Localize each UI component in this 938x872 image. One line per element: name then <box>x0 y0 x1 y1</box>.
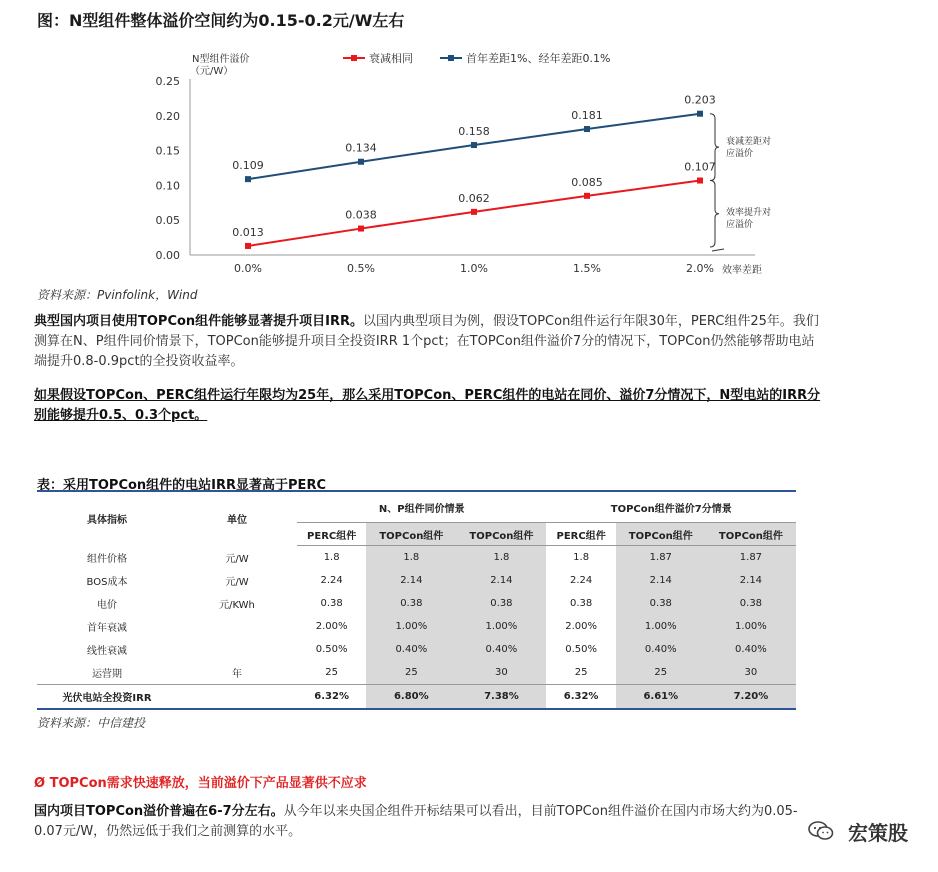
cell: 2.00% <box>315 621 348 632</box>
subheader: TOPCon组件 <box>706 523 796 546</box>
subheader: PERC组件 <box>546 523 615 546</box>
cell: 1.8 <box>573 552 590 563</box>
cell: 1.8 <box>323 552 340 563</box>
x-tick-label: 1.5% <box>573 262 601 275</box>
cell: 1.00% <box>366 615 456 638</box>
row-name: BOS成本 <box>86 577 128 588</box>
data-point <box>697 111 703 117</box>
cell: 1.00% <box>706 615 796 638</box>
legend-marker <box>351 55 357 61</box>
watermark-text: 宏策股 <box>848 821 908 845</box>
cell: 6.61% <box>616 685 706 710</box>
header-group-same-price: N、P组件同价情景 <box>297 491 546 523</box>
cell: 0.38 <box>366 592 456 615</box>
cell: 0.38 <box>569 598 593 609</box>
chart-source: 资料来源：Pvinfolink，Wind <box>37 288 198 302</box>
x-tick-label: 1.0% <box>460 262 488 275</box>
data-point <box>245 176 251 182</box>
y-tick-label: 0.10 <box>155 179 180 193</box>
row-unit <box>177 685 297 710</box>
data-label: 0.203 <box>684 93 716 107</box>
row-unit: 元/W <box>225 553 249 565</box>
cell: 6.32% <box>546 685 615 710</box>
cell: 2.00% <box>565 621 597 632</box>
subheader: TOPCon组件 <box>366 523 456 546</box>
cell: 1.00% <box>616 615 706 638</box>
data-label: 0.062 <box>458 191 490 205</box>
cell: 30 <box>706 661 796 685</box>
y-tick-label: 0.00 <box>155 249 180 262</box>
row-unit: 元/KWh <box>219 600 255 611</box>
cell: 0.38 <box>616 592 706 615</box>
bracket-tick <box>712 249 724 251</box>
annotation-label: 应溢价 <box>726 219 754 230</box>
cell: 1.87 <box>706 546 796 570</box>
cell: 2.14 <box>456 569 546 592</box>
cell: 2.24 <box>320 575 343 586</box>
y-tick-label: 0.20 <box>155 109 180 123</box>
table-row <box>37 615 796 638</box>
paragraph-premium <box>34 802 814 842</box>
cell: 1.8 <box>366 546 456 570</box>
cell: 2.14 <box>706 569 796 592</box>
row-unit <box>177 638 297 661</box>
xlabel: 效率差距 <box>722 265 762 276</box>
annotation-label: 效率提升对 <box>726 207 772 218</box>
table-row <box>37 592 796 615</box>
cell: 2.14 <box>366 569 456 592</box>
row-unit <box>177 615 297 638</box>
paragraph-irr <box>34 312 824 372</box>
cell: 0.38 <box>320 598 343 609</box>
cell: 25 <box>325 667 338 678</box>
x-tick-label: 2.0% <box>686 262 714 275</box>
table-title: 表：采用TOPCon组件的电站IRR显著高于PERC <box>37 478 326 493</box>
cell: 25 <box>616 661 706 685</box>
data-label: 0.134 <box>345 141 377 155</box>
data-label: 0.013 <box>232 225 264 239</box>
row-name: 光伏电站全投资IRR <box>37 685 177 710</box>
cell: 7.38% <box>456 685 546 710</box>
cell: 6.32% <box>297 685 366 710</box>
cell: 0.50% <box>315 644 348 655</box>
cell: 1.8 <box>456 546 546 570</box>
cell: 2.14 <box>616 569 706 592</box>
cell: 0.40% <box>366 638 456 661</box>
paragraph-premium-rest: 从今年以来央国企组件开标结果可以看出，目前TOPCon组件溢价在国内市场大约为0.05-0.07元/W，仍然远低于我们之前测算的水平。 <box>34 804 798 839</box>
annotation-label: 衰减差距对 <box>726 137 772 148</box>
row-unit: 年 <box>232 669 242 680</box>
data-point <box>358 159 364 165</box>
paragraph-assumption: 如果假设TOPCon、PERC组件运行年限均为25年，那么采用TOPCon、PERC组件的电站在同价、溢价7分情况下，N型电站的IRR分别能够提升0.5、0.3个pct。 <box>34 388 821 423</box>
premium-line-chart <box>0 38 938 288</box>
bracket-efficiency <box>710 181 719 247</box>
row-name: 线性衰减 <box>87 646 127 657</box>
table-row-irr <box>37 685 796 710</box>
cell: 0.38 <box>706 592 796 615</box>
data-point <box>471 209 477 215</box>
header-group-premium: TOPCon组件溢价7分情景 <box>546 491 796 523</box>
data-label: 0.109 <box>232 159 264 173</box>
cell: 0.40% <box>456 638 546 661</box>
data-point <box>584 193 590 199</box>
cell: 7.20% <box>706 685 796 710</box>
legend-marker <box>448 55 454 61</box>
cell: 0.38 <box>456 592 546 615</box>
cell: 1.87 <box>616 546 706 570</box>
table-source: 资料来源：中信建投 <box>37 716 146 730</box>
cell: 0.50% <box>565 644 597 655</box>
subheader: PERC组件 <box>297 523 366 546</box>
header-indicator: 具体指标 <box>37 491 177 546</box>
cell: 6.80% <box>366 685 456 710</box>
data-point <box>584 126 590 132</box>
data-point <box>471 142 477 148</box>
irr-table <box>37 490 796 710</box>
x-tick-label: 0.5% <box>347 262 375 275</box>
ylabel-line1: N型组件溢价 <box>192 54 250 65</box>
subheader: TOPCon组件 <box>456 523 546 546</box>
cell: 2.24 <box>569 575 593 586</box>
subheader: TOPCon组件 <box>616 523 706 546</box>
data-label: 0.181 <box>571 109 603 123</box>
row-name: 组件价格 <box>87 553 127 565</box>
cell: 25 <box>574 667 588 678</box>
table-row <box>37 638 796 661</box>
cell: 0.40% <box>616 638 706 661</box>
figure-title: 图：N型组件整体溢价空间约为0.15-0.2元/W左右 <box>37 11 405 30</box>
cell: 25 <box>366 661 456 685</box>
table-row <box>37 546 796 570</box>
table-row <box>37 661 796 685</box>
y-tick-label: 0.25 <box>155 75 180 88</box>
data-point <box>245 243 251 249</box>
data-label: 0.158 <box>458 125 490 139</box>
paragraph-premium-bold: 国内项目TOPCon溢价普遍在6-7分左右。 <box>34 804 284 819</box>
row-name: 电价 <box>97 600 117 611</box>
legend-label: 衰减相同 <box>369 52 413 65</box>
wechat-icon <box>808 820 834 842</box>
cell: 1.00% <box>456 615 546 638</box>
x-tick-label: 0.0% <box>234 262 262 275</box>
data-point <box>697 178 703 184</box>
row-name: 运营期 <box>92 669 122 680</box>
legend-label: 首年差距1%、经年差距0.1% <box>466 52 611 65</box>
data-point <box>358 226 364 232</box>
y-tick-label: 0.05 <box>155 214 180 228</box>
warning-heading: Ø TOPCon需求快速释放，当前溢价下产品显著供不应求 <box>34 776 367 791</box>
annotation-label: 应溢价 <box>726 149 754 160</box>
y-tick-label: 0.15 <box>155 144 180 158</box>
table-row <box>37 569 796 592</box>
paragraph-irr-rest: 以国内典型项目为例，假设TOPCon组件运行年限30年，PERC组件25年。我们测算在N、P组件同价情景下，TOPCon能够提升项目全投资IRR 1个pct；在TOPCon组件溢价7分的情况下，TOPCon仍然能够帮助电站端提升0.8-0.9pct的全投资收益率。 <box>34 314 819 369</box>
data-label: 0.107 <box>684 160 716 174</box>
row-unit: 元/W <box>225 577 249 588</box>
header-unit: 单位 <box>177 491 297 546</box>
data-label: 0.038 <box>345 208 377 222</box>
cell: 0.40% <box>706 638 796 661</box>
paragraph-irr-bold: 典型国内项目使用TOPCon组件能够显著提升项目IRR。 <box>34 314 364 329</box>
row-name: 首年衰减 <box>87 623 127 634</box>
cell: 30 <box>456 661 546 685</box>
ylabel-line2: （元/W） <box>190 66 234 77</box>
data-label: 0.085 <box>571 175 603 189</box>
